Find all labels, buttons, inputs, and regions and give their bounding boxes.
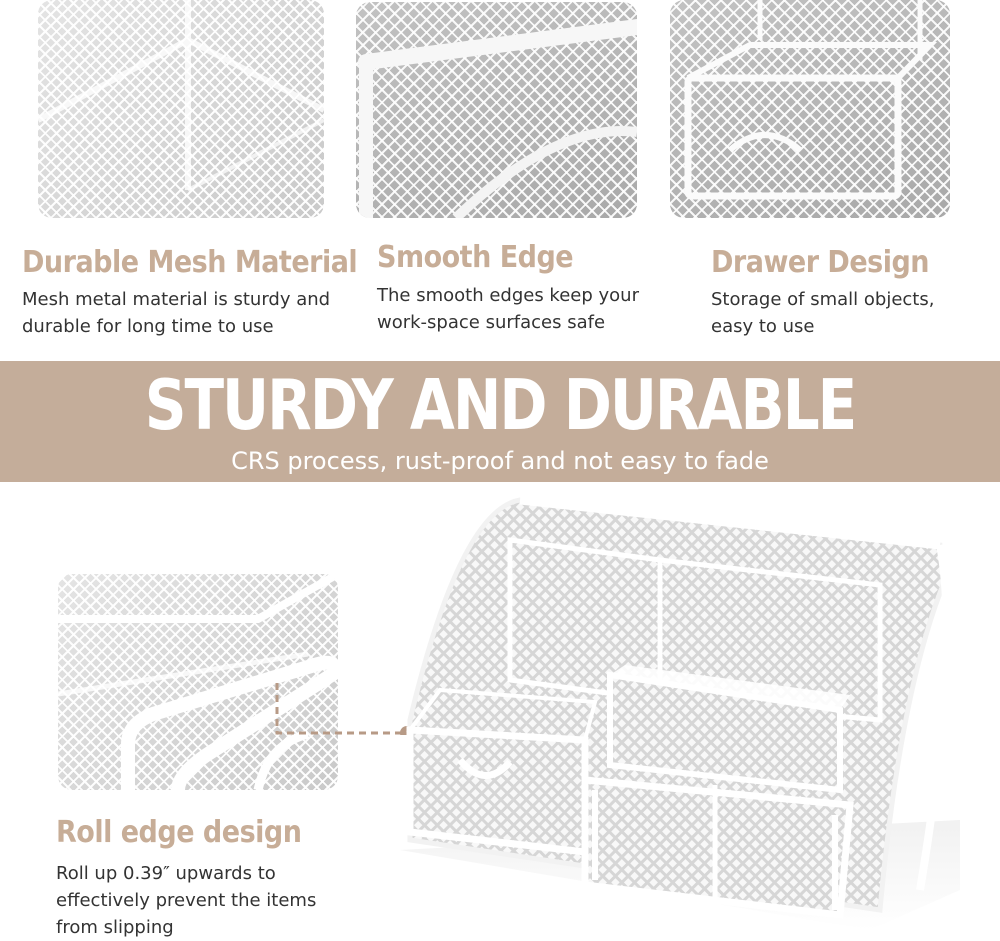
feature-desc-line: easy to use [711,316,815,337]
feature-desc-line: work-space surfaces safe [377,312,606,333]
feature-desc-line: Mesh metal material is sturdy and [22,289,331,310]
mesh-closeup-photo [38,0,324,218]
roll-edge-desc [56,860,316,941]
drawer-closeup-photo [670,0,950,218]
edge-closeup-icon [356,2,637,218]
feature-desc-line: durable for long time to use [22,316,274,337]
mesh-closeup-icon [38,0,324,218]
feature-desc-drawer [711,286,934,340]
roll-edge-title: Roll edge design [56,815,302,850]
roll-edge-desc-line: effectively prevent the items [56,890,317,911]
banner-subtitle: CRS process, rust-proof and not easy to fade [231,447,769,475]
roll-edge-desc-line: from slipping [56,917,174,938]
feature-desc-line: The smooth edges keep your [377,285,639,306]
banner-title: STURDY AND DURABLE [144,364,856,446]
roll-edge-desc-line: Roll up 0.39″ upwards to [56,863,276,884]
edge-closeup-photo [356,2,637,218]
feature-title-edge: Smooth Edge [377,240,574,275]
feature-desc-edge [377,282,639,336]
feature-title-drawer: Drawer Design [711,245,930,280]
mesh-desk-organizer-icon [380,490,960,930]
feature-desc-mesh [22,286,330,340]
roll-edge-closeup-photo [58,574,338,790]
drawer-closeup-icon [670,0,950,218]
feature-title-mesh: Durable Mesh Material [22,245,358,280]
feature-desc-line: Storage of small objects, [711,289,935,310]
roll-edge-closeup-icon [58,574,338,790]
